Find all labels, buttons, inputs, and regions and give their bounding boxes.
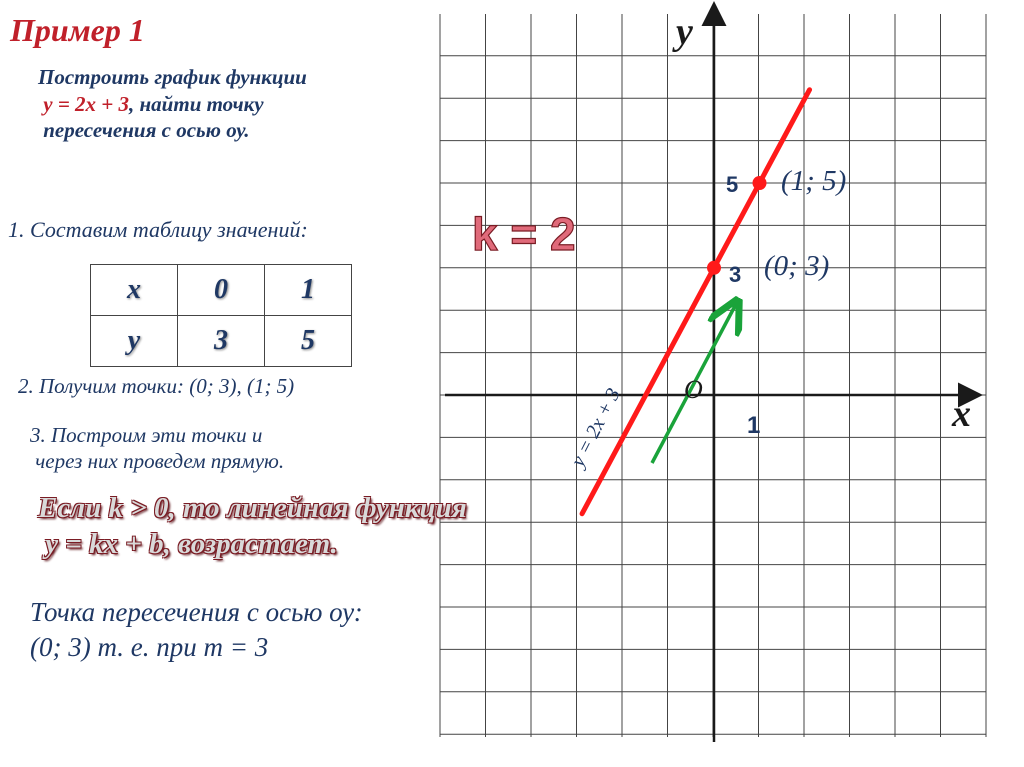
point-label: (0; 3)	[764, 250, 830, 282]
table-cell: y	[91, 316, 178, 367]
y-tick-label: 5	[726, 172, 739, 197]
x-tick-label: 1	[747, 412, 761, 439]
intersection-line-1: Точка пересечения с осью оу:	[30, 597, 363, 627]
rule-line-2-text: y = kx + b, возрастает.	[45, 528, 338, 561]
table-cell: 1	[265, 265, 352, 316]
table-cell: x	[91, 265, 178, 316]
task-equation: y = 2x + 3	[43, 91, 130, 116]
line-equation-label: y = 2x + 3	[566, 384, 625, 471]
task-line-3-text: пересечения с осью оу.	[43, 118, 250, 143]
origin-label: O	[684, 375, 703, 404]
table-cell: 3	[178, 316, 265, 367]
slope-label: k = 2	[472, 208, 576, 260]
step-3-line-1: 3. Построим эти точки и	[30, 423, 263, 447]
y-tick-label: 3	[729, 262, 742, 287]
task-line-1: Построить график функции	[38, 65, 307, 89]
data-point	[707, 261, 721, 275]
example-title: Пример 1	[10, 12, 145, 48]
data-point	[753, 176, 767, 190]
function-line	[582, 90, 810, 514]
table-cell: 0	[178, 265, 265, 316]
step-2-text: 2. Получим точки: (0; 3), (1; 5)	[18, 374, 295, 398]
rule-line-2	[38, 526, 467, 562]
rule-text	[38, 490, 467, 563]
x-axis-label: x	[952, 393, 971, 435]
rule-line-1: Если k > 0, то линейная функция	[38, 492, 467, 524]
step-1-text: 1. Составим таблицу значений:	[8, 217, 308, 242]
y-axis-label: y	[676, 11, 693, 53]
table-cell: 5	[265, 316, 352, 367]
intersection-line-2: (0; 3) т. е. при т = 3	[30, 632, 269, 663]
point-label: (1; 5)	[781, 165, 847, 197]
task-line-2-rest: , найти точку	[129, 91, 264, 116]
step-3-line-2-text: через них проведем прямую.	[35, 449, 285, 474]
